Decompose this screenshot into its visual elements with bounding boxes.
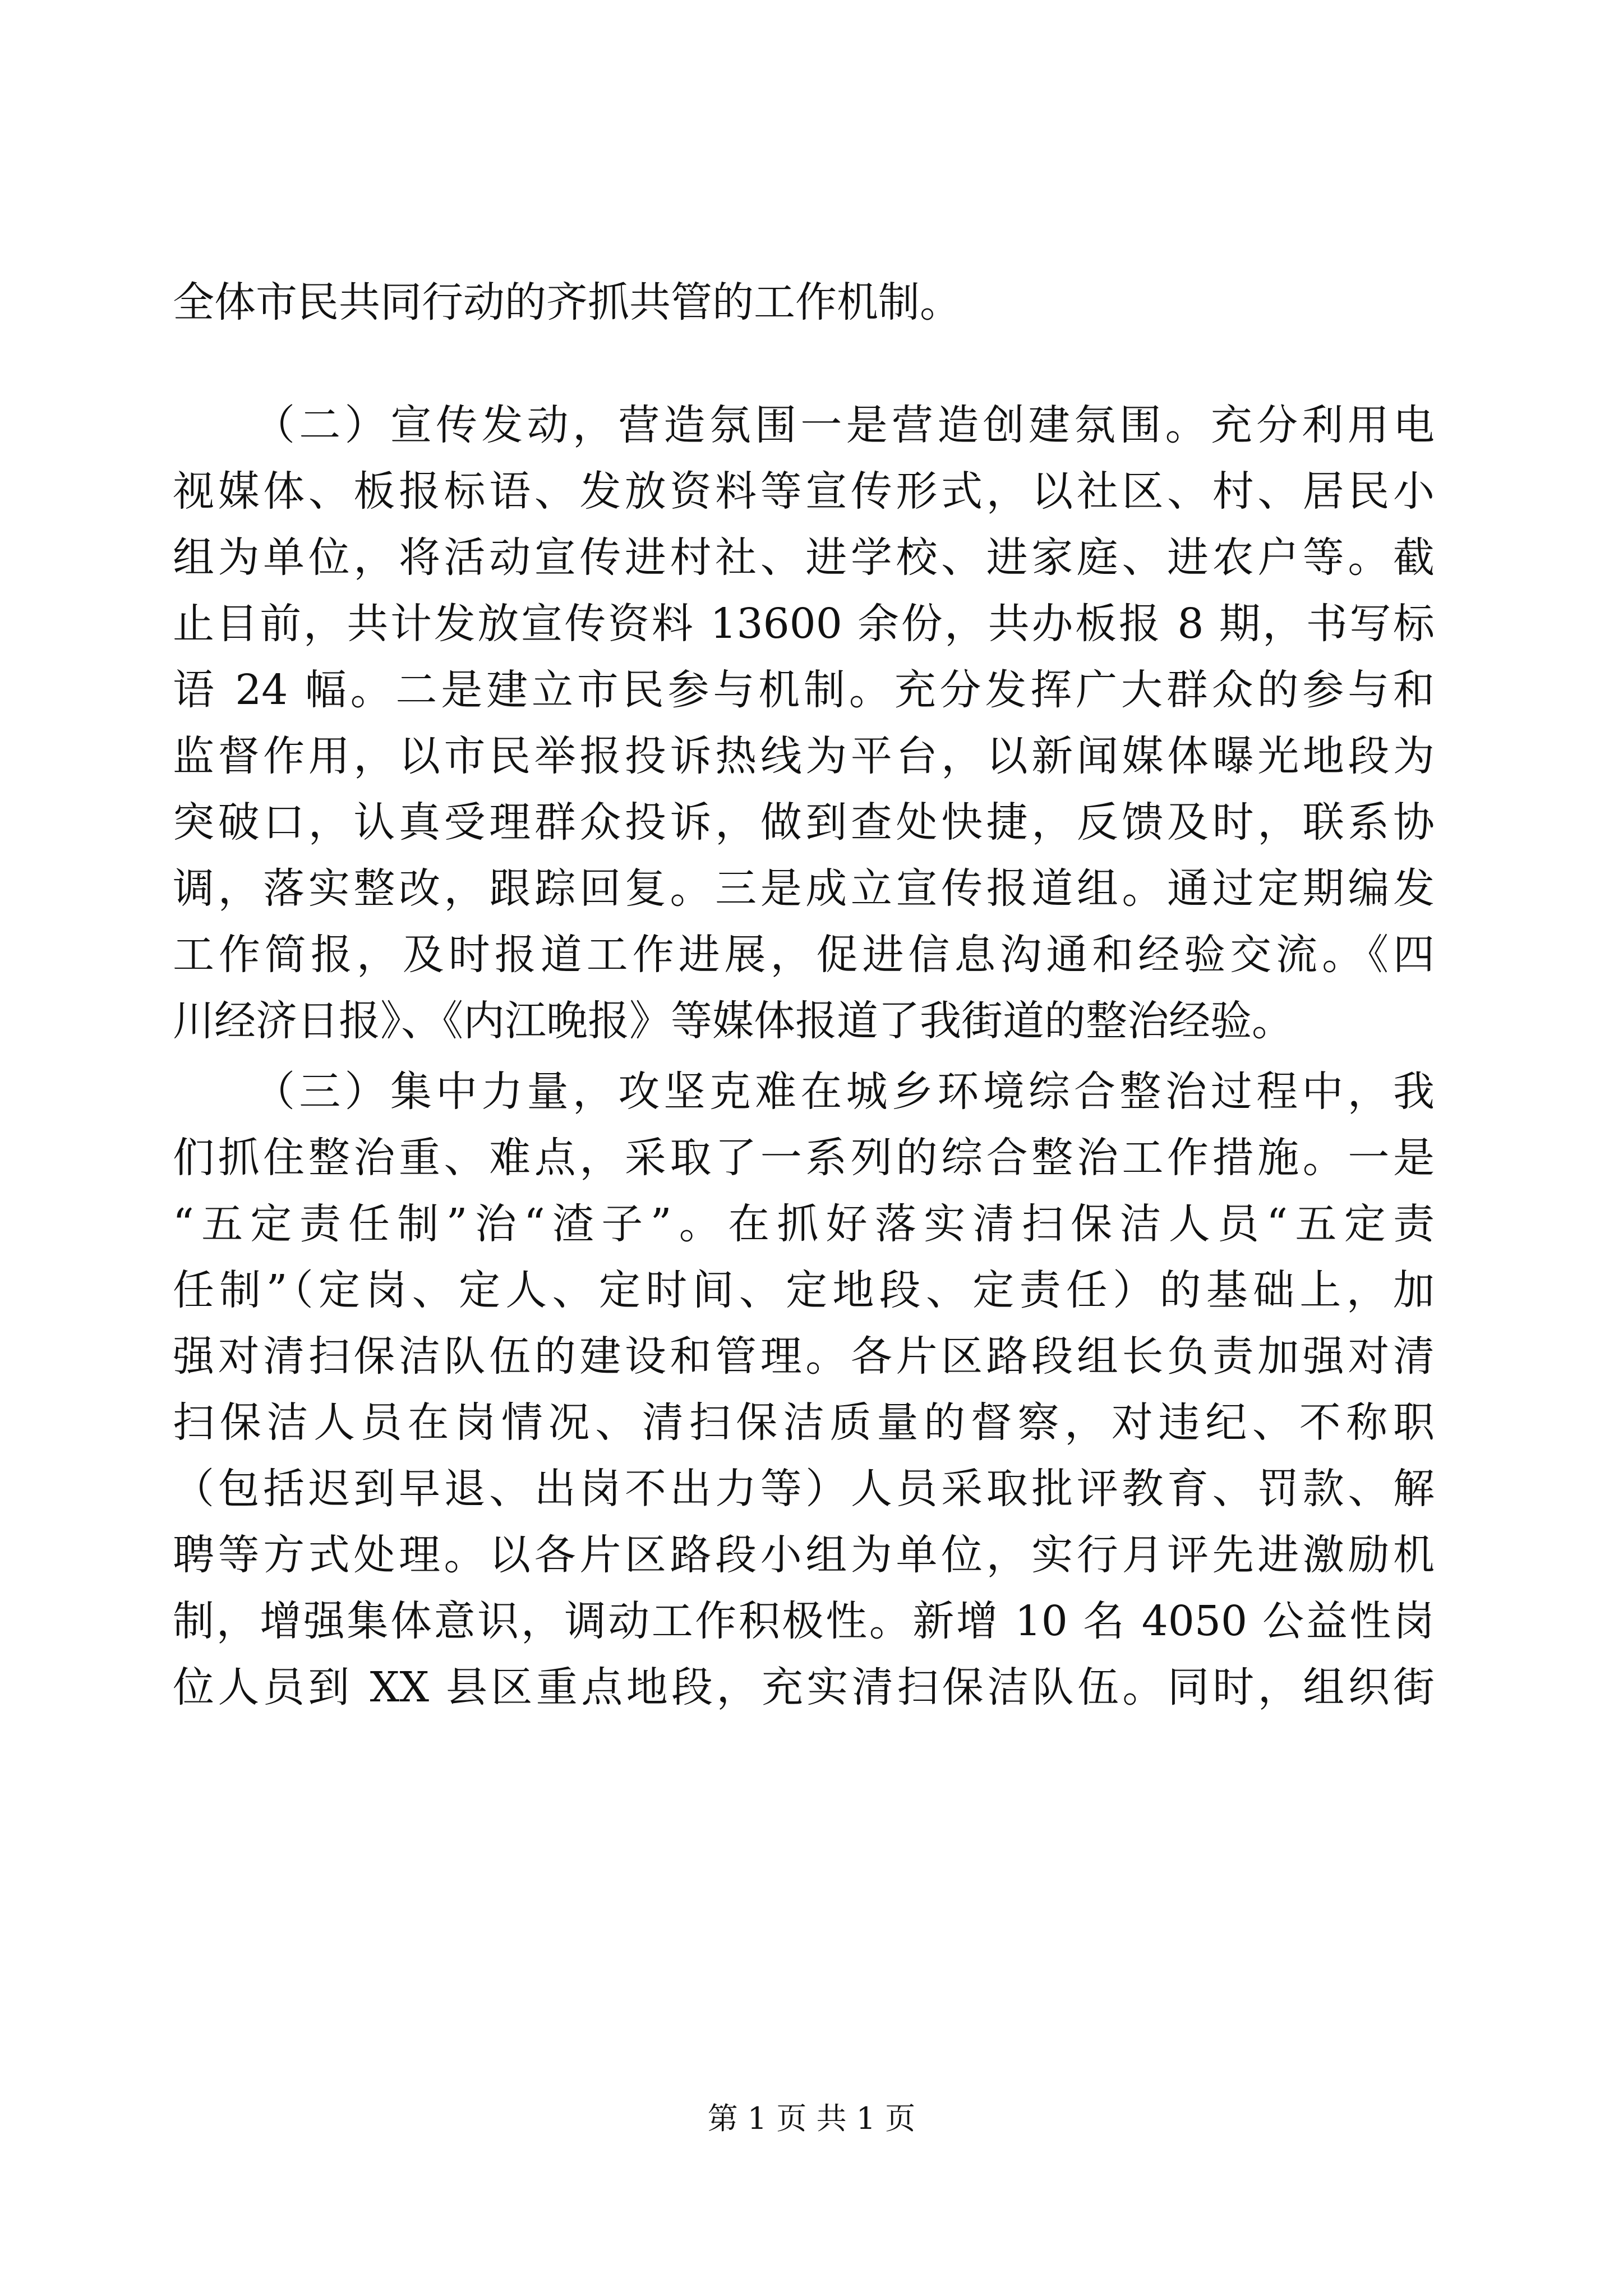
- body-line: （包括迟到早退、出岗不出力等）人员采取批评教育、罚款、解: [173, 1465, 1435, 1513]
- body-line: 川经济日报》、《内江晚报》等媒体报道了我街道的整治经验。: [173, 997, 1293, 1045]
- body-line: 扫保洁人员在岗情况、清扫保洁质量的督察，对违纪、不称职: [173, 1398, 1435, 1447]
- body-line: 监督作用，以市民举报投诉热线为平台，以新闻媒体曝光地段为: [173, 732, 1435, 780]
- body-line: 止目前，共计发放宣传资料 13600 余份，共办板报 8 期，书写标: [173, 600, 1435, 648]
- body-line: 调，落实整改，跟踪回复。三是成立宣传报道组。通过定期编发: [173, 864, 1435, 913]
- body-line: 任制”（定岗、定人、定时间、定地段、定责任）的基础上，加: [173, 1266, 1435, 1314]
- body-line: 全体市民共同行动的齐抓共管的工作机制。: [173, 278, 961, 326]
- section-heading-line: （三）集中力量，攻坚克难在城乡环境综合整治过程中，我: [253, 1068, 1435, 1116]
- body-line: 突破口，认真受理群众投诉，做到查处快捷，反馈及时，联系协: [173, 798, 1435, 846]
- body-line: 语 24 幅。二是建立市民参与机制。充分发挥广大群众的参与和: [173, 666, 1435, 714]
- body-line: 强对清扫保洁队伍的建设和管理。各片区路段组长负责加强对清: [173, 1332, 1435, 1381]
- body-line: 组为单位，将活动宣传进村社、进学校、进家庭、进农户等。截: [173, 533, 1435, 582]
- body-line: 工作简报，及时报道工作进展，促进信息沟通和经验交流。《四: [173, 931, 1435, 979]
- body-line: “五定责任制”治“渣子”。在抓好落实清扫保洁人员“五定责: [173, 1200, 1435, 1248]
- body-line: 聘等方式处理。以各片区路段小组为单位，实行月评先进激励机: [173, 1531, 1435, 1579]
- body-line: 们抓住整治重、难点，采取了一系列的综合整治工作措施。一是: [173, 1134, 1435, 1182]
- page-number-footer: 第 1 页 共 1 页: [707, 2101, 916, 2136]
- body-line: 视媒体、板报标语、发放资料等宣传形式，以社区、村、居民小: [173, 467, 1435, 516]
- body-line: 制，增强集体意识，调动工作积极性。新增 10 名 4050 公益性岗: [173, 1597, 1435, 1645]
- section-heading-line: （二）宣传发动，营造氛围一是营造创建氛围。充分利用电: [253, 401, 1435, 449]
- body-line: 位人员到 XX 县区重点地段，充实清扫保洁队伍。同时，组织街: [173, 1663, 1435, 1711]
